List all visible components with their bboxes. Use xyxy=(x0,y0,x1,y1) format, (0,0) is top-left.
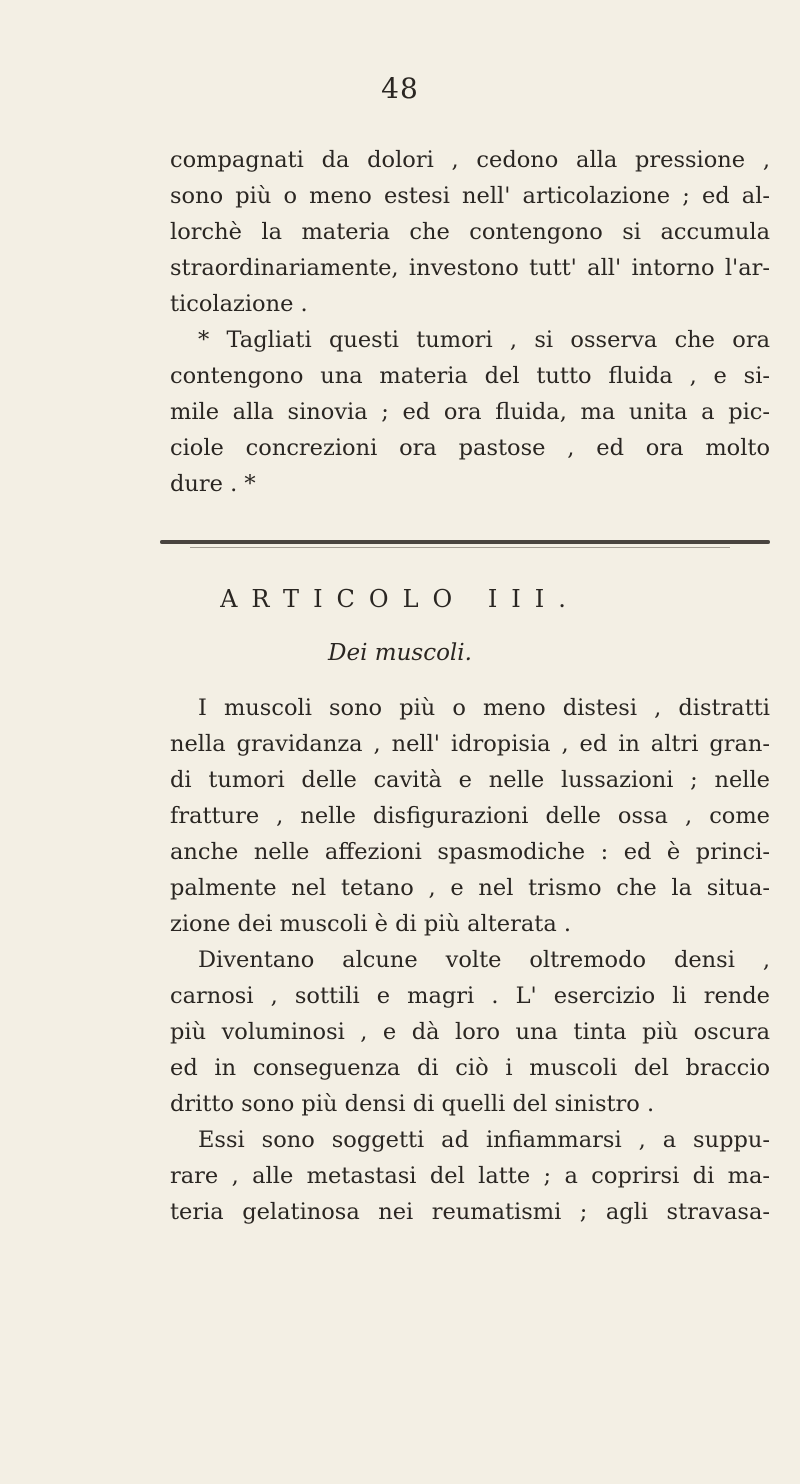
text-line: anche nelle affezioni spasmodiche : ed è princi- xyxy=(170,839,770,865)
text-line: zione dei muscoli è di più alterata . xyxy=(170,911,572,937)
text-line: contengono una materia del tutto fluida , e si- xyxy=(170,363,770,389)
text-line: teria gelatinosa nei reumatismi ; agli stravasa- xyxy=(170,1199,770,1225)
text-line: dure . * xyxy=(170,471,256,497)
text-line: I muscoli sono più o meno distesi , distratti xyxy=(198,695,770,721)
page-number: 48 xyxy=(381,72,419,105)
article-heading: ARTICOLO III. xyxy=(220,585,580,613)
text-line: Diventano alcune volte oltremodo densi , xyxy=(198,947,770,973)
text-line: ciole concrezioni ora pastose , ed ora molto xyxy=(170,435,770,461)
text-line: * Tagliati questi tumori , si osserva che ora xyxy=(198,327,770,353)
text-line: carnosi , sottili e magri . L' esercizio li rende xyxy=(170,983,770,1009)
text-line: ticolazione . xyxy=(170,291,308,317)
text-line: lorchè la materia che contengono si accumula xyxy=(170,219,770,245)
text-line: mile alla sinovia ; ed ora fluida, ma unita a pic- xyxy=(170,399,770,425)
text-line: ed in conseguenza di ciò i muscoli del braccio xyxy=(170,1055,770,1081)
article-body xyxy=(170,690,770,1230)
text-line: rare , alle metastasi del latte ; a coprirsi di ma- xyxy=(170,1163,770,1189)
text-line: dritto sono più densi di quelli del sinistro . xyxy=(170,1091,655,1117)
text-line: fratture , nelle disfigurazioni delle ossa , come xyxy=(170,803,770,829)
text-line: più voluminosi , e dà loro una tinta più oscura xyxy=(170,1019,770,1045)
text-line: nella gravidanza , nell' idropisia , ed in altri gran- xyxy=(170,731,770,757)
text-line: palmente nel tetano , e nel trismo che la situa- xyxy=(170,875,770,901)
text-line: di tumori delle cavità e nelle lussazioni ; nelle xyxy=(170,767,770,793)
text-line: straordinariamente, investono tutt' all' intorno l'ar- xyxy=(170,255,770,281)
article-subheading: Dei muscoli. xyxy=(328,640,472,666)
section-divider-thin xyxy=(190,547,730,548)
text-line: sono più o meno estesi nell' articolazione ; ed al- xyxy=(170,183,770,209)
paragraph-continued xyxy=(170,142,770,502)
text-line: compagnati da dolori , cedono alla pressione , xyxy=(170,147,770,173)
text-line: Essi sono soggetti ad infiammarsi , a suppu- xyxy=(198,1127,770,1153)
section-divider xyxy=(160,540,770,544)
